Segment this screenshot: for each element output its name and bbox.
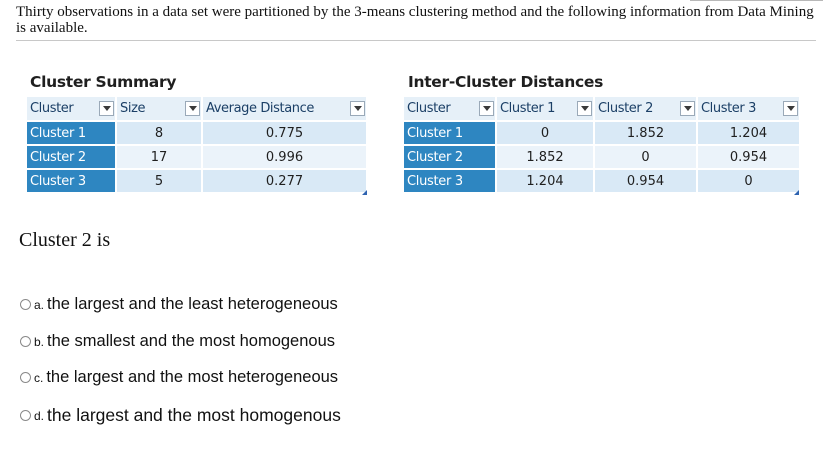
average-distance-cell: 0.996 xyxy=(202,145,367,169)
column-header-label: Cluster 3 xyxy=(701,101,756,116)
table-row xyxy=(404,169,800,193)
size-cell: 8 xyxy=(116,121,202,145)
table-row xyxy=(404,121,800,145)
filter-dropdown-icon[interactable] xyxy=(185,101,200,116)
distance-cell: 0 xyxy=(496,121,594,145)
column-header-label: Average Distance xyxy=(206,101,314,116)
column-header-label: Cluster 2 xyxy=(598,101,653,116)
filter-dropdown-icon[interactable] xyxy=(577,101,592,116)
row-label: Cluster 3 xyxy=(404,169,496,193)
column-header-label: Cluster 1 xyxy=(500,101,555,116)
column-header-label: Cluster xyxy=(30,101,74,116)
size-cell: 17 xyxy=(116,145,202,169)
column-header-average-distance[interactable] xyxy=(202,97,367,121)
table-row xyxy=(27,145,367,169)
inter-cluster-distances-title: Inter-Cluster Distances xyxy=(408,73,604,91)
option-a[interactable] xyxy=(20,295,338,314)
column-header-cluster[interactable] xyxy=(404,97,496,121)
radio-button-icon[interactable] xyxy=(20,299,31,310)
column-header-cluster-3[interactable] xyxy=(697,97,800,121)
filter-dropdown-icon[interactable] xyxy=(479,101,494,116)
table-row xyxy=(27,121,367,145)
average-distance-cell: 0.775 xyxy=(202,121,367,145)
option-text: the largest and the most heterogeneous xyxy=(46,368,339,386)
option-text: the largest and the least heterogeneous xyxy=(47,295,338,313)
average-distance-cell: 0.277 xyxy=(202,169,367,193)
column-header-label: Size xyxy=(120,101,146,116)
table-row xyxy=(404,145,800,169)
distance-cell: 1.204 xyxy=(697,121,800,145)
size-cell: 5 xyxy=(116,169,202,193)
row-label: Cluster 1 xyxy=(404,121,496,145)
filter-dropdown-icon[interactable] xyxy=(783,101,798,116)
cluster-summary-table xyxy=(27,97,368,194)
option-c[interactable] xyxy=(20,368,338,387)
table-row xyxy=(27,169,367,193)
table-resize-handle[interactable] xyxy=(362,190,367,195)
inter-cluster-distances-table xyxy=(404,97,801,194)
option-letter: d. xyxy=(34,408,45,423)
distance-cell: 0.954 xyxy=(697,145,800,169)
distance-cell: 1.852 xyxy=(594,121,697,145)
option-letter: c. xyxy=(34,370,44,385)
column-header-size[interactable] xyxy=(116,97,202,121)
radio-button-icon[interactable] xyxy=(20,372,31,383)
top-divider xyxy=(690,0,823,1)
row-label: Cluster 3 xyxy=(27,169,116,193)
cluster-summary-title: Cluster Summary xyxy=(30,73,177,91)
filter-dropdown-icon[interactable] xyxy=(350,101,365,116)
column-header-label: Cluster xyxy=(407,101,451,116)
option-text: the smallest and the most homogenous xyxy=(47,332,336,350)
row-label: Cluster 1 xyxy=(27,121,116,145)
column-header-cluster-1[interactable] xyxy=(496,97,594,121)
option-text: the largest and the most homogenous xyxy=(47,405,341,425)
radio-button-icon[interactable] xyxy=(20,410,31,421)
table-header-row xyxy=(27,97,367,121)
distance-cell: 0 xyxy=(697,169,800,193)
distance-cell: 1.852 xyxy=(496,145,594,169)
table-header-row xyxy=(404,97,800,121)
option-b[interactable] xyxy=(20,332,335,351)
option-d[interactable] xyxy=(20,405,341,426)
option-letter: a. xyxy=(34,297,45,312)
question-stem: Cluster 2 is xyxy=(19,229,111,251)
radio-button-icon[interactable] xyxy=(20,336,31,347)
intro-divider xyxy=(16,40,816,41)
column-header-cluster[interactable] xyxy=(27,97,116,121)
distance-cell: 1.204 xyxy=(496,169,594,193)
question-intro: Thirty observations in a data set were partitioned by the 3-means clustering method and the following information from Data Mining is available. xyxy=(16,4,814,36)
distance-cell: 0 xyxy=(594,145,697,169)
row-label: Cluster 2 xyxy=(27,145,116,169)
row-label: Cluster 2 xyxy=(404,145,496,169)
option-letter: b. xyxy=(34,334,45,349)
table-resize-handle[interactable] xyxy=(794,190,799,195)
distance-cell: 0.954 xyxy=(594,169,697,193)
column-header-cluster-2[interactable] xyxy=(594,97,697,121)
filter-dropdown-icon[interactable] xyxy=(680,101,695,116)
filter-dropdown-icon[interactable] xyxy=(99,101,114,116)
